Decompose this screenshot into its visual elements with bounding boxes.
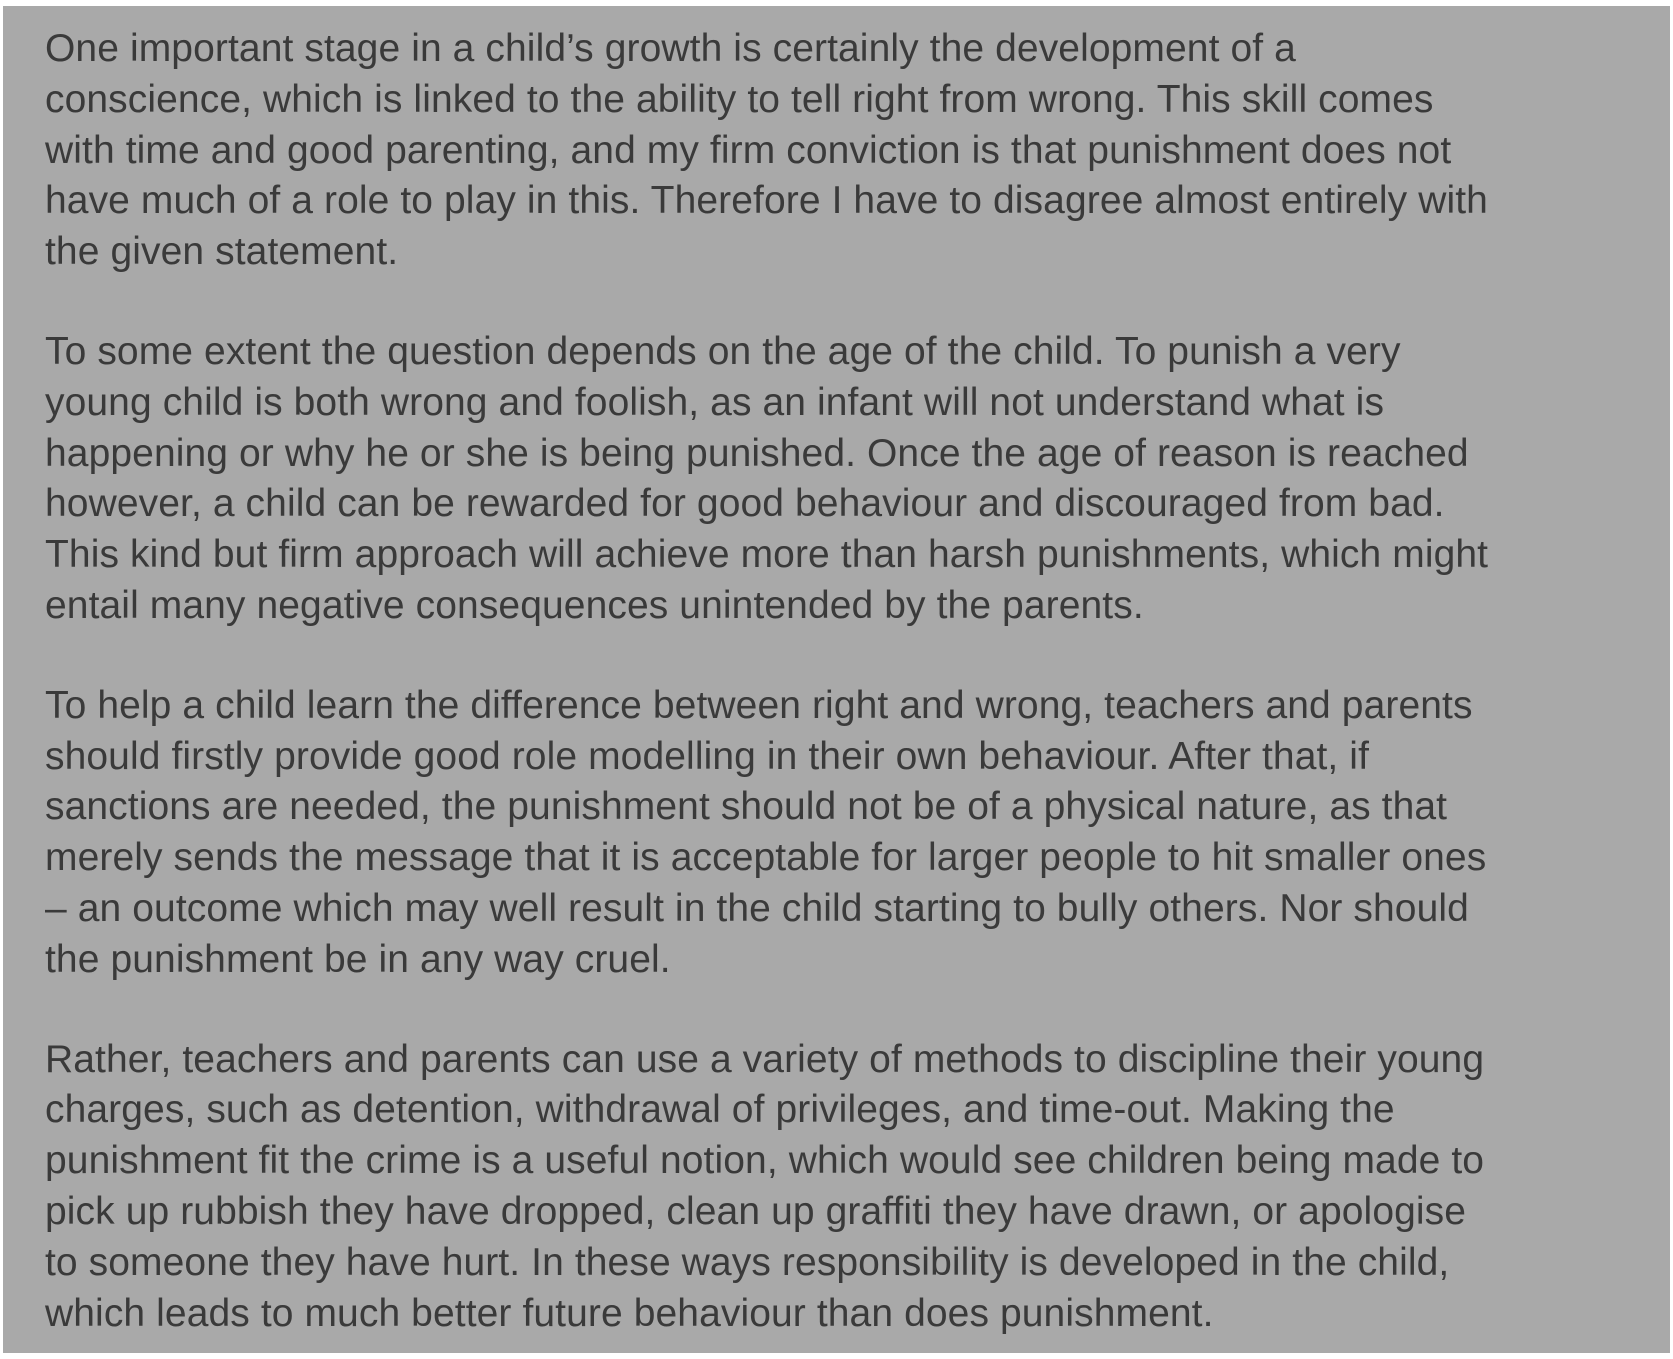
- text-line: which leads to much better future behaviour than does punishment.: [45, 1291, 1214, 1335]
- text-line: have much of a role to play in this. Therefore I have to disagree almost entirely with: [45, 179, 1488, 223]
- text-line: with time and good parenting, and my firm conviction is that punishment does not: [45, 128, 1452, 172]
- paragraph-2: [45, 327, 1630, 632]
- text-line: merely sends the message that it is acceptable for larger people to hit smaller ones: [45, 836, 1487, 880]
- text-line: to someone they have hurt. In these ways responsibility is developed in the child,: [45, 1240, 1450, 1284]
- text-line: conscience, which is linked to the ability to tell right from wrong. This skill comes: [45, 77, 1434, 121]
- document-page: [3, 6, 1670, 1353]
- text-line: entail many negative consequences unintended by the parents.: [45, 583, 1144, 627]
- paragraph-3: [45, 681, 1630, 986]
- text-line: This kind but firm approach will achieve more than harsh punishments, which might: [45, 533, 1489, 577]
- text-line: To some extent the question depends on the age of the child. To punish a very: [45, 329, 1401, 373]
- text-line: sanctions are needed, the punishment should not be of a physical nature, as that: [45, 785, 1448, 829]
- text-line: the given statement.: [45, 230, 399, 274]
- text-line: punishment fit the crime is a useful notion, which would see children being made to: [45, 1139, 1485, 1183]
- paragraph-4: [45, 1035, 1630, 1340]
- text-line: One important stage in a child’s growth is certainly the development of a: [45, 27, 1296, 70]
- text-line: however, a child can be rewarded for good behaviour and discouraged from bad.: [45, 482, 1445, 526]
- paragraph-1: [45, 24, 1630, 278]
- text-line: – an outcome which may well result in the child starting to bully others. Nor should: [45, 886, 1469, 930]
- text-line: should firstly provide good role modelling in their own behaviour. After that, if: [45, 734, 1370, 778]
- text-line: charges, such as detention, withdrawal of privileges, and time-out. Making the: [45, 1088, 1395, 1132]
- text-line: happening or why he or she is being punished. Once the age of reason is reached: [45, 431, 1469, 475]
- text-line: pick up rubbish they have dropped, clean up graffiti they have drawn, or apologise: [45, 1189, 1467, 1233]
- text-line: young child is both wrong and foolish, as an infant will not understand what is: [45, 380, 1385, 424]
- text-line: To help a child learn the difference between right and wrong, teachers and parents: [45, 683, 1473, 727]
- text-line: Rather, teachers and parents can use a variety of methods to discipline their young: [45, 1037, 1485, 1081]
- text-line: the punishment be in any way cruel.: [45, 937, 671, 981]
